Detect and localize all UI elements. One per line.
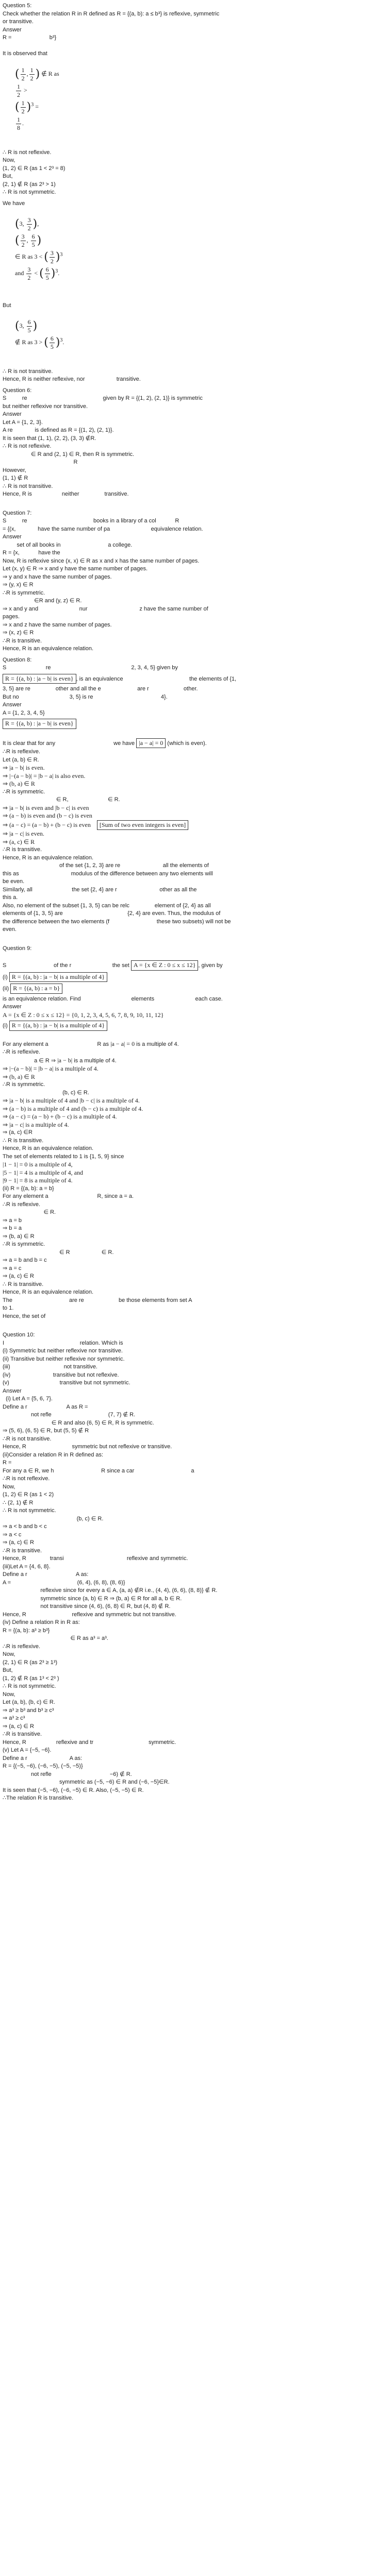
text-line: It is observed that ( $\frac{1}{2}$ , $\frac{1}{2}$ ) ∉ R as $\frac{1}{2}$ > ( $\frac{1}{2}$ )$^3$ = $\frac{1}{8}$ . xyxy=(3,50,389,149)
text-line: of the set {1, 2, 3} are re all the elements of xyxy=(3,862,209,869)
text-line: ⇒ (5, 6), (6, 5) ∈ R, but (5, 5) ∉ R xyxy=(3,1428,89,1434)
text-line: R = {(a, b): a³ ≥ b³} xyxy=(3,1627,50,1634)
text-line: ∴ (2, 1) ∉ R xyxy=(3,1499,34,1506)
question-text: S re books in a library of a col R xyxy=(3,518,179,524)
text-line: Hence, R symmetric but not reflexive or transitive. xyxy=(3,1444,172,1450)
text-line: ∴R is reflexive. xyxy=(3,1201,41,1208)
relation-def: R = b³} xyxy=(3,35,57,41)
text-line: not refle (7, 7) ∉ R. xyxy=(3,1412,136,1418)
text-line: But, xyxy=(3,1667,13,1673)
answer-label: Answer xyxy=(3,26,22,33)
text-line: However, xyxy=(3,467,26,473)
math-step: ⇒ (a − c) = (a − b) + (b − c) is a multiple of 4. xyxy=(3,1113,117,1120)
text-line: ∈ R as a³ = a³. xyxy=(3,1635,108,1641)
question-text: Check whether the relation R in R defined as R = {(a, b): a ≤ b³} is reflexive, symmetric xyxy=(3,10,220,17)
text-line: ∴R is symmetric. xyxy=(3,788,45,795)
relation-def: R = {(a, b) : |a − b| is even} xyxy=(3,719,76,729)
text-line: But, xyxy=(3,173,13,179)
text-line: ⇒ a³ ≥ b³ and b³ ≥ c³ xyxy=(3,1707,54,1714)
text-line: a ∈ R ⇒ |a − b| is a multiple of 4. xyxy=(3,1056,117,1064)
text-line: We have (3, $\frac{3}{2}$ ), ( $\frac{3}{2}$ , $\frac{6}{5}$ ) ∈ R as 3 < ( $\frac{3}{2}$ )$^3$ and $\frac{3}{2}$ < ( $\frac{6}{5}$ )$^3$. xyxy=(3,200,389,299)
question-text: R = {(a, b) : |a − b| is even} , is an equivalence the elements of {1, xyxy=(3,674,389,684)
math-step: ⇒ |a − c| is even. xyxy=(3,830,44,837)
math-step: ⇒ |−(a − b)| = |b − a| is also even. xyxy=(3,772,86,779)
math-step: ⇒ (a − b) is a multiple of 4 and (b − c) is a multiple of 4. xyxy=(3,1105,143,1112)
relation-def: R = {(a, b) : |a − b| is a multiple of 4} xyxy=(9,972,107,982)
text-line: A = (6, 4), (6, 8), (8, 6)} xyxy=(3,1579,125,1586)
text-line: Hence, the set of xyxy=(3,1313,46,1319)
text-line: R = {x, have the xyxy=(3,550,60,556)
text-line: ∴R is transitive. xyxy=(3,846,42,853)
text-line: ∈ R. xyxy=(3,1209,56,1215)
text-line: For any a ∈ R, we h R since a car a xyxy=(3,1467,194,1474)
text-line: Hence, R transi reflexive and symmetric. xyxy=(3,1555,188,1562)
text-line: ⇒ a < b and b < c xyxy=(3,1523,47,1530)
question-text: S re 2, 3, 4, 5} given by xyxy=(3,665,178,671)
answer-label: Answer xyxy=(3,1004,22,1010)
text-line: ⇒ x and z have the same number of pages. xyxy=(3,621,112,628)
question-title: Question 8: xyxy=(3,656,32,663)
question-title: Question 6: xyxy=(3,387,32,394)
text-line: R xyxy=(3,459,78,465)
text-line: Define a r A as: xyxy=(3,1755,83,1761)
note: [Sum of two even integers is even] xyxy=(97,820,188,831)
text-line: ∴ R is not reflexive. xyxy=(3,443,52,449)
text-line: But (3, $\frac{6}{5}$ ) ∉ R as 3 > ( $\frac{6}{5}$ )$^3$. xyxy=(3,302,389,368)
text-line: (v) Let A = {−5, −6}. xyxy=(3,1747,52,1753)
text-line: ⇒ a = b and b = c xyxy=(3,1257,47,1263)
text-line: ⇒ a < c xyxy=(3,1531,22,1538)
text-line: ∴The relation R is transitive. xyxy=(3,1795,74,1801)
text-line: ∴R is symmetric. xyxy=(3,1241,45,1247)
math-step: ⇒ |a − b| is even. xyxy=(3,764,45,771)
text-line: It is clear that for any we have |a − a| = 0 (which is even). xyxy=(3,738,389,749)
text-line: ∴ R is not symmetric. xyxy=(3,1683,56,1689)
text-line: reflexive since for every a ∈ A, (a, a) ∉R i.e., (4, 4), (6, 6), (8, 8)} ∉ R. xyxy=(3,1587,218,1594)
text-line: elements of {1, 3, 5} are {2, 4} are even. Thus, the modulus of xyxy=(3,910,221,917)
fraction-expression: (3, $\frac{6}{5}$ ) ∉ R as 3 > ( $\frac{6}{5}$ )$^3$. xyxy=(15,318,64,350)
question-10 xyxy=(3,1331,389,1803)
text-line: (ii)Consider a relation R in R defined as: xyxy=(3,1451,104,1458)
question-text: 3, 5} are re other and all the e are r other. xyxy=(3,686,198,692)
text-line: ∴ R is transitive. xyxy=(3,1281,44,1287)
text-line: ∴ R is not transitive. xyxy=(3,368,53,375)
text-line: ⇒ x and y and nur z have the same number of xyxy=(3,605,208,612)
relation-def: R = {(a, b) : |a − b| is even} xyxy=(3,674,76,684)
text-line: For any element a R as |a − a| = 0 is a multiple of 4. xyxy=(3,1040,179,1047)
text-line: ∴ R is not symmetric. xyxy=(3,189,56,195)
question-text: (iv) transitive but not reflexive. xyxy=(3,1371,119,1378)
fraction-expression: (3, $\frac{3}{2}$ ), ( $\frac{3}{2}$ , $\frac{6}{5}$ ) ∈ R as 3 < ( $\frac{3}{2}$ )$^3$ and $\frac{3}{2}$ < ( $\frac{6}{5}$ )$^3$. xyxy=(15,216,63,281)
math-step: ⇒ (a − c) = (a − b) + (b − c) is even [Sum of two even integers is even] xyxy=(3,820,389,831)
math-step: |1 − 1| = 0 is a multiple of 4, xyxy=(3,1161,73,1168)
text-line: ⇒ (b, a) ∈ R xyxy=(3,1233,35,1240)
text-line: Hence, R is neither transitive. xyxy=(3,491,129,497)
text-line: ∴R is reflexive. xyxy=(3,749,41,755)
question-text: (i) R = {(a, b) : |a − b| is a multiple of 4} xyxy=(3,972,389,982)
math-step: ⇒ |a − c| is a multiple of 4. xyxy=(3,1121,69,1128)
math-step: ⇒ (b, a) ∈ R xyxy=(3,780,35,787)
text-line: Also, no element of the subset {1, 3, 5} can be relc element of {2, 4} as all xyxy=(3,902,211,909)
text-line: R = xyxy=(3,1460,12,1466)
text-line: ∈ R, ∈ R. xyxy=(3,796,120,803)
question-5 xyxy=(3,2,389,384)
text-line: ⇒ a = b xyxy=(3,1217,22,1224)
text-line: ⇒ (a, c) ∈ R xyxy=(3,1273,34,1279)
math-step: ⇒ |−(a − b)| = |b − a| is a multiple of 4. xyxy=(3,1065,99,1072)
text-line: ⇒ (y, x) ∈ R xyxy=(3,582,34,588)
question-title: Question 7: xyxy=(3,510,32,516)
text-line: ∈ R and also (6, 5) ∈ R, R is symmetric. xyxy=(3,1419,154,1426)
text-line: even. xyxy=(3,926,17,933)
text-line: this as modulus of the difference between any two elements will xyxy=(3,870,213,877)
question-text: = {(x, have the same number of pa equivalence relation. xyxy=(3,526,203,532)
text-line: (b, c) ∈ R. xyxy=(3,1089,89,1096)
math-step: |5 − 1| = 4 is a multiple of 4, and xyxy=(3,1168,83,1176)
text-line: (iii)Let A = {4, 6, 8}. xyxy=(3,1563,51,1570)
text-line: ∈R and (y, z) ∈ R. xyxy=(3,598,82,604)
text-line: ∴R is reflexive. xyxy=(3,1643,41,1650)
text-line: A = {1, 2, 3, 4, 5} xyxy=(3,709,45,716)
question-text: S re given by R = {(1, 2), (2, 1)} is symmetric xyxy=(3,395,203,401)
math-step: ⇒ |a − b| is even and |b − c| is even xyxy=(3,804,89,811)
text-line: The are re be those elements from set A xyxy=(3,1297,192,1303)
text-line: Now, xyxy=(3,157,15,163)
text-line: ∴R is not reflexive. xyxy=(3,1476,50,1482)
question-6 xyxy=(3,387,389,499)
text-line: ∴R is symmetric. xyxy=(3,589,45,596)
text-line: ⇒ (a, c) ∈R xyxy=(3,1129,32,1136)
text-line: ⇒ b = a xyxy=(3,1225,22,1231)
question-text: But no 3, 5} is re 4}. xyxy=(3,693,168,700)
question-text: is an equivalence relation. Find elements each case. xyxy=(3,995,223,1002)
text-line: Define a r A as: xyxy=(3,1571,89,1578)
text-line: The set of elements related to 1 is {1, 5, 9} since xyxy=(3,1153,124,1160)
text-line: ∴ R is not transitive. xyxy=(3,483,53,489)
answer-label: Answer xyxy=(3,702,22,708)
text-line: (1, 1) ∉ R xyxy=(3,475,28,481)
text-line: Now, R is reflexive since (x, x) ∈ R as x and x has the same number of pages. xyxy=(3,557,200,564)
fraction-expression: ( $\frac{1}{2}$ , $\frac{1}{2}$ ) ∉ R as $\frac{1}{2}$ > ( $\frac{1}{2}$ )$^3$ = $\frac{1}{8}$ . xyxy=(15,66,59,131)
text-line: be even. xyxy=(3,878,25,885)
text-line: Hence, R is an equivalence relation. xyxy=(3,854,94,861)
answer-label: Answer xyxy=(3,411,22,417)
text-line: ∴R is transitive. xyxy=(3,1547,42,1554)
text-line: (b, c) ∈ R. xyxy=(3,1515,104,1522)
text-line: ∈ R and (2, 1) ∈ R, then R is symmetric. xyxy=(3,451,135,457)
math-step: ⇒ |a − b| is a multiple of 4 and |b − c| is a multiple of 4. xyxy=(3,1097,140,1104)
math-step: A = {x ∈ Z : 0 ≤ x ≤ 12} = {0, 1, 2, 3, 4, 5, 6, 7, 8, 9, 10, 11, 12} xyxy=(3,1011,164,1019)
text-line: For any element a R, since a = a. xyxy=(3,1193,134,1199)
text-line: to 1. xyxy=(3,1305,14,1311)
question-text: (ii) R = {(a, b) : a = b} xyxy=(3,984,389,994)
text-line: Hence, R is an equivalence relation. xyxy=(3,1289,94,1295)
text-line: this a. xyxy=(3,894,18,901)
text-line: Now, xyxy=(3,1651,15,1657)
text-line: ∴R is transitive. xyxy=(3,1731,42,1737)
text-line: (i) R = {(a, b) : |a − b| is a multiple of 4} xyxy=(3,1021,389,1031)
text-line: R = {(−5, −6), (−6, −5), (−5, −5)} xyxy=(3,1763,83,1769)
text-line: symmetric since (a, b) ∈ R ⇒ (b, a) ∈ R for all a, b ∈ R. xyxy=(3,1595,182,1602)
question-8 xyxy=(3,656,389,934)
math-step: ⇒ (a − b) is even and (b − c) is even xyxy=(3,812,92,819)
text-line: Define a r A as R = xyxy=(3,1403,88,1410)
text-line: It is seen that (−5, −6), (−6, −5) ∈ R. Also, (−5, −5) ∈ R. xyxy=(3,1787,144,1793)
relation-def: R = {(a, b) : |a − b| is a multiple of 4} xyxy=(9,1021,107,1031)
question-text: I relation. Which is xyxy=(3,1340,123,1346)
question-9 xyxy=(3,945,389,1321)
text-line: pages. xyxy=(3,614,20,620)
text-line: It is seen that (1, 1), (2, 2), (3, 3) ∉R. xyxy=(3,435,96,442)
answer-label: Answer xyxy=(3,1387,22,1394)
text-line: Now, xyxy=(3,1691,15,1698)
text-line: ⇒ (x, z) ∈ R xyxy=(3,630,34,636)
question-title: Question 10: xyxy=(3,1332,35,1338)
text-line: ∴R is reflexive. xyxy=(3,1049,41,1055)
text-line: the difference between the two elements (f these two subsets) will not be xyxy=(3,918,231,925)
text-line: symmetric as (−5, −6) ∈ R and (−6, −5}∈R. xyxy=(3,1779,170,1785)
text-line: A re is defined as R = {(1, 2), (2, 1)}. xyxy=(3,427,114,433)
question-text: (v) transitive but not symmetric. xyxy=(3,1380,130,1386)
text-line: ⇒ a = c xyxy=(3,1265,22,1272)
text-line: Similarly, all the set {2, 4} are r other as all the xyxy=(3,886,197,893)
text-line: (2, 1) ∈ R (as 2³ ≥ 1³) xyxy=(3,1659,58,1666)
text-line: Let (x, y) ∈ R ⇒ x and y have the same number of pages. xyxy=(3,566,148,572)
question-text: or transitive. xyxy=(3,19,34,25)
text-line: Now, xyxy=(3,1483,15,1490)
text-line xyxy=(3,719,389,729)
text-line: (1, 2) ∈ R (as 1 < 2) xyxy=(3,1492,54,1498)
text-line: ⇒ (a, c) ∈ R xyxy=(3,1539,34,1546)
text-line: Let (a, b), (b, c) ∈ R. xyxy=(3,1699,55,1705)
question-title: Question 5: xyxy=(3,3,32,9)
text-line: ⇒ (a, c) ∈ R xyxy=(3,1723,34,1730)
text-line: not refle −6) ∉ R. xyxy=(3,1771,132,1777)
question-text: (iii) not transitive. xyxy=(3,1364,97,1370)
question-title: Question 9: xyxy=(3,945,32,952)
question-text: S of the r the set A = {x ∈ Z : 0 ≤ x ≤ 12} , given by xyxy=(3,960,389,971)
text-line: Hence, R reflexive and symmetric but not transitive. xyxy=(3,1611,176,1618)
text-line: ∴ R is not reflexive. xyxy=(3,149,52,156)
question-text: (ii) Transitive but neither reflexive nor symmetric. xyxy=(3,1355,125,1362)
text-line: ⇒ a³ ≥ c³ xyxy=(3,1715,25,1721)
text-line: ∴R is transitive. xyxy=(3,637,42,644)
text-line: Hence, R reflexive and tr symmetric. xyxy=(3,1739,176,1745)
question-text: (i) Symmetric but neither reflexive nor transitive. xyxy=(3,1348,123,1354)
text-line: (i) Let A = {5, 6, 7}. xyxy=(3,1396,53,1402)
text-line: (ii) R = {(a, b): a = b} xyxy=(3,1185,54,1192)
text-line: ∈ R ∈ R. xyxy=(3,1249,114,1256)
text-line: ∴ R is not symmetric. xyxy=(3,1507,56,1514)
text-line: ⇒ y and x have the same number of pages. xyxy=(3,573,112,580)
text-line: Let (a, b) ∈ R. xyxy=(3,756,39,763)
text-line: not transitive since (4, 6), (6, 8) ∈ R, but (4, 8) ∉ R. xyxy=(3,1603,171,1609)
text-line: Hence, R is neither reflexive, nor transitive. xyxy=(3,376,141,382)
text-line: (1, 2) ∉ R (as 1³ < 2³ ) xyxy=(3,1675,59,1682)
text-line: ∴R is not transitive. xyxy=(3,1435,52,1442)
math-step: |9 − 1| = 8 is a multiple of 4. xyxy=(3,1177,73,1184)
text-line: ∴ R is transitive. xyxy=(3,1137,44,1144)
text-line: set of all books in a college. xyxy=(3,541,133,548)
text-line: (2, 1) ∉ R (as 2³ > 1) xyxy=(3,181,56,188)
question-7 xyxy=(3,510,389,653)
question-text: but neither reflexive nor transitive. xyxy=(3,403,88,410)
text-line: Hence, R is an equivalence relation. xyxy=(3,646,94,652)
math-step: ⇒ (a, c) ∈ R xyxy=(3,838,35,845)
text-line: ∴R is symmetric. xyxy=(3,1081,45,1088)
text-line: Hence, R is an equivalence relation. xyxy=(3,1145,94,1151)
relation-def: R = {(a, b) : a = b} xyxy=(10,984,62,994)
math-step: ⇒ (b, a) ∈ R xyxy=(3,1073,35,1080)
text-line: (1, 2) ∈ R (as 1 < 2³ = 8) xyxy=(3,165,66,172)
text-line: Let A = {1, 2, 3}. xyxy=(3,419,43,426)
text-line: (iv) Define a relation R in R as: xyxy=(3,1619,80,1625)
answer-label: Answer xyxy=(3,534,22,540)
